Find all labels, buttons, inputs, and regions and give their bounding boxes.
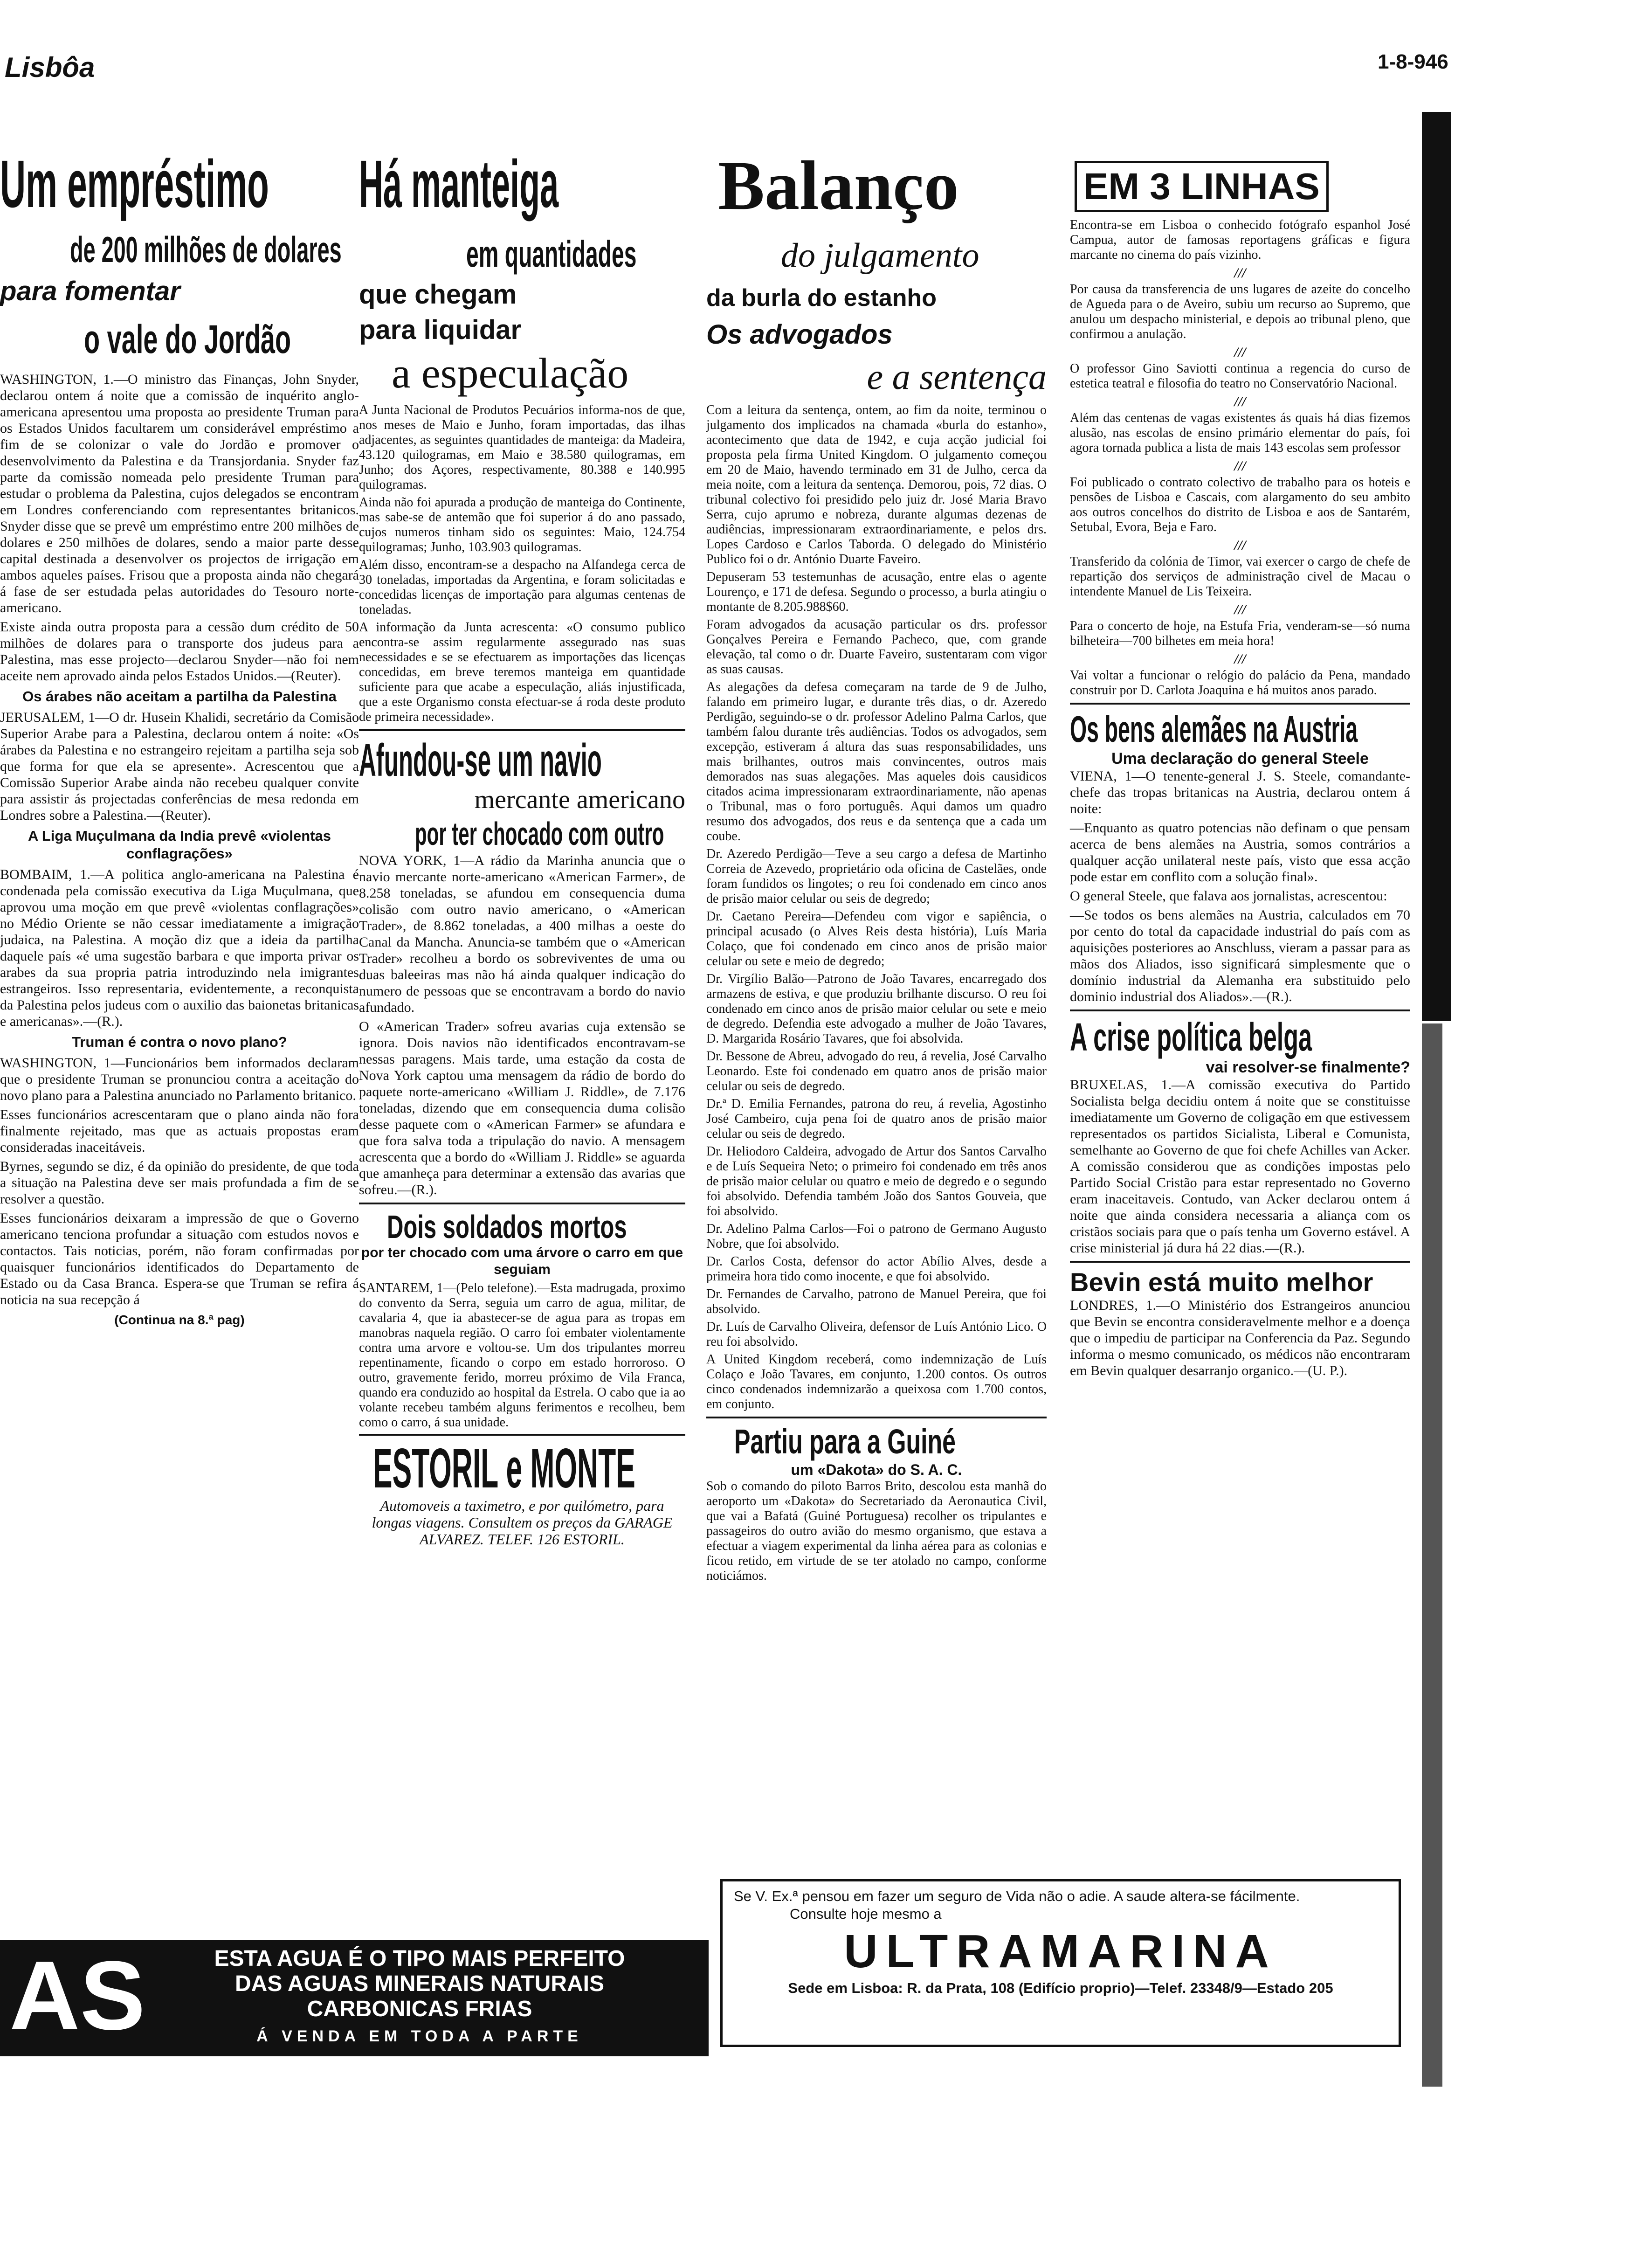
col2-soldiers-headline: Dois soldados mortos bbox=[387, 1209, 627, 1245]
col2-divider-3 bbox=[359, 1434, 685, 1436]
col4-belgium-headline: A crise política belga bbox=[1070, 1015, 1312, 1059]
col2-deck1: em quantidades bbox=[466, 233, 637, 275]
col2-ship-deck1: mercante americano bbox=[474, 785, 685, 814]
ad-water-line1: ESTA AGUA É O TIPO MAIS PERFEITO bbox=[214, 1946, 625, 1971]
col1-headline: Um empréstimo bbox=[0, 146, 269, 221]
ad-water-line2: DAS AGUAS MINERAIS NATURAIS bbox=[234, 1971, 605, 1996]
col3-story11: Dr. Adelino Palma Carlos—Foi o patrono de Germano Augusto Nobre, que foi absolvido. bbox=[706, 1222, 1047, 1251]
col3-story10: Dr. Heliodoro Caldeira, advogado de Artur dos Santos Carvalho e de Luís Sequeira Neto; o primeiro foi condenado em três anos de prisão maior celular ou quatro e meio de degredo e o segundo foi absolvido. Defendia também João dos Santos Gouveia, que foi absolvido. bbox=[706, 1144, 1047, 1218]
ad-water-line3: CARBONICAS FRIAS bbox=[307, 1997, 532, 2021]
ad-water-letters: AS bbox=[9, 1941, 145, 2050]
col3-guine-story: Sob o comando do piloto Barros Brito, descolou esta manhã do aeroporto um «Dakota» do Secretariado da Aeronautica Civil, que vai a Bafatá (Guiné Portuguesa) recolher os tripulantes e passageiros do outro avião do mesmo organismo, que estava a efectuar a viagem experimental da linha aérea para as colonias e ficou retido, em virtude de se ter atolado no campo, conforme noticiámos. bbox=[706, 1479, 1047, 1583]
col1-story2: Existe ainda outra proposta para a cessão dum crédito de 50 milhões de dolares para o transporte dos judeus para a Palestina, mas esse projecto—declarou Snyder—não foi nem aceite nem aprovado ainda pelos Estados Unidos.—(Reuter). bbox=[0, 619, 359, 684]
col1-deck3: o vale do Jordão bbox=[84, 317, 291, 362]
col3-divider bbox=[706, 1417, 1047, 1418]
brief-item: Para o concerto de hoje, na Estufa Fria, venderam-se—só numa bilheteira—700 bilhetes em meia hora! bbox=[1070, 619, 1410, 648]
col3-deck4: e a sentença bbox=[867, 356, 1047, 397]
col4-article bbox=[1070, 161, 1410, 1382]
col1-story8: Esses funcionários deixaram a impressão de que o Governo americano tenciona profundar a situação com estudos novos e contactos. Tais noticias, porém, não foram confirmadas por quaisquer funcionários identificados do Departamento de Estado ou da Casa Branca. Espera-se que Truman se refira á noticia na sua recepção á bbox=[0, 1210, 359, 1307]
col2-ship-headline: Afundou-se um navio bbox=[359, 734, 602, 786]
col2-deck4: a especulação bbox=[392, 349, 629, 397]
col3-story5: Dr. Azeredo Perdigão—Teve a seu cargo a defesa de Martinho Correia de Azevedo, proprietário oda oficina de Castelães, onde foram fundidos os lingotes; o reu foi condenado em cinco anos de prisão maior celular ou seis de degredo; bbox=[706, 847, 1047, 906]
col2-deck3: para liquidar bbox=[359, 315, 522, 345]
col1-story5: WASHINGTON, 1—Funcionários bem informados declaram que o presidente Truman se pronunciou contra a aceitação do novo plano para a Palestina anunciado no Parlamento britanico. bbox=[0, 1055, 359, 1103]
ad-ultramarina-line1: Se V. Ex.ª pensou em fazer um seguro de Vida não o adie. A saude altera-se fácilmente. bbox=[734, 1888, 1300, 1904]
col2-divider-2 bbox=[359, 1203, 685, 1204]
col1-deck1: de 200 milhões de dolares bbox=[70, 229, 342, 270]
col1-story: WASHINGTON, 1.—O ministro das Finanças, John Snyder, declarou ontem á noite que a comissão de inquérito anglo-americana apresentou uma proposta ao presidente Truman para os Estados Unidos facultarem um considerável empréstimo a fim de se colonizar o vale do Jordão e promover o desenvolvimento da Palestina e da Transjordania. Snyder faz parte da comissão nomeada pelo presidente Truman para estudar o problema da Palestina, cujos delegados se encontram em Londres conferenciando com representantes britanicos. Snyder disse que se prevê um empréstimo entre 200 milhões de dolares e 250 milhões de dolares, sendo a maior parte desse capital destinada a desenvolver os projectos de irrigação em ambos aqueles países. Frisou que a proposta ainda não chegará á fase de ser estudada pelas autoridades do Tesouro norte-americano. bbox=[0, 372, 359, 615]
col2-headline: Há manteiga bbox=[359, 146, 559, 221]
col2-story2: Ainda não foi apurada a produção de manteiga do Continente, mas sabe-se de antemão que foi superior á do ano passado, cujos numeros tinham sido os seguintes: Maio, 124.754 quilogramas; Junho, 103.903 quilogramas. bbox=[359, 495, 685, 554]
col4-bevin-headline: Bevin está muito melhor bbox=[1070, 1267, 1373, 1297]
col3-story: Com a leitura da sentença, ontem, ao fim da noite, terminou o julgamento dos implicados na chamada «burla do estanho», acontecimento que data de 1942, e cuja acção judicial foi proposta pela firma United Kingdom. O julgamento começou em 20 de Maio, havendo terminado em 31 de Julho, cerca da meia noite, com a leitura da sentença. Demorou, pois, 72 dias. O tribunal colectivo foi presidido pelo juiz dr. José Maria Bravo Serra, cujo aprumo e nobreza, durante algumas dezenas de audiências, impressionaram extraordinariamente, e pelos drs. Lopes Cardoso e Carlos Taborda. O delegado do Ministério Publico foi o dr. António Duarte Faveiro. bbox=[706, 403, 1047, 567]
col4-germany-headline: Os bens alemães na Austria bbox=[1070, 708, 1358, 750]
brief-separator: /// bbox=[1234, 458, 1246, 474]
ad-ultramarina bbox=[720, 1879, 1401, 2047]
col4-bevin-story: LONDRES, 1.—O Ministério dos Estrangeiros anunciou que Bevin se encontra consideravelmente melhor e a doença que o impediu de participar na Conferencia da Paz. Segundo informa o mesmo comunicado, os médicos não encontraram em Bevin qualquer desarranjo organico.—(U. P.). bbox=[1070, 1298, 1410, 1378]
col3-story14: Dr. Luís de Carvalho Oliveira, defensor de Luís António Lico. O reu foi absolvido. bbox=[706, 1320, 1047, 1349]
brief-item: Além das centenas de vagas existentes ás quais há dias fizemos alusão, nas escolas de ensino primário elementar do país, foi agora tornada publica a lista de mais 143 escolas sem professor bbox=[1070, 411, 1410, 455]
briefs-title: EM 3 LINHAS bbox=[1083, 166, 1320, 207]
col3-story9: Dr.ª D. Emilia Fernandes, patrona do reu, á revelia, Agostinho José Cambeiro, cuja pena foi de quatro anos de prisão maior celular ou seis de degredo. bbox=[706, 1097, 1047, 1141]
ad-mineral-water bbox=[0, 1940, 709, 2056]
ad-water-line4: Á VENDA EM TODA A PARTE bbox=[256, 2027, 583, 2045]
col4-germany-story: VIENA, 1—O tenente-general J. S. Steele, comandante-chefe das tropas britanicas na Austria, declarou ontem á noite: bbox=[1070, 768, 1410, 816]
brief-item: Por causa da transferencia de uns lugares de azeite do concelho de Agueda para o de Aveiro, subiu um recurso ao Supremo, que anulou um despacho ministerial, e depois ao tribunal pleno, que confirmou a anulação. bbox=[1070, 282, 1410, 341]
col4-divider-3 bbox=[1070, 1261, 1410, 1263]
col1-story6: Esses funcionários acrescentaram que o plano ainda não fora finalmente rejeitado, mas que as actuais propostas eram consideradas inaceitáveis. bbox=[0, 1107, 359, 1155]
brief-separator: /// bbox=[1234, 265, 1246, 281]
brief-separator: /// bbox=[1234, 651, 1246, 667]
brief-item: Vai voltar a funcionar o relógio do palácio da Pena, mandado construir por D. Carlota Joaquina e há muitos anos parado. bbox=[1070, 668, 1410, 698]
col2-ship-deck2: por ter chocado com outro bbox=[415, 816, 664, 852]
col3-story12: Dr. Carlos Costa, defensor do actor Abílio Alves, desde a primeira hora tido como inocente, e que foi absolvido. bbox=[706, 1254, 1047, 1284]
col3-story8: Dr. Bessone de Abreu, advogado do reu, á revelia, José Carvalho Leonardo. Este foi condenado em quatro anos de prisão maior celular ou seis de degredo. bbox=[706, 1049, 1047, 1093]
brief-item: Foi publicado o contrato colectivo de trabalho para os hoteis e pensões de Lisboa e Cascais, com alargamento do seu ambito aos outros concelhos do distrito de Lisboa e aos de Santarém, Setubal, Evora, Beja e Faro. bbox=[1070, 475, 1410, 534]
col4-germany-story3: O general Steele, que falava aos jornalistas, acrescentou: bbox=[1070, 888, 1387, 904]
col2-soldiers-story: SANTAREM, 1—(Pelo telefone).—Esta madrugada, proximo do convento da Serra, seguia um carro de agua, militar, de cavalaria 4, que ia abastecer-se de agua para as tropas em manobras naquela região. O carro foi embater violentamente contra uma arvore e voltou-se. Um dos tripulantes morreu repentinamente, ficando o corpo em estado horroroso. O outro, gravemente ferido, morreu próximo de Vila Franca, quando era conduzido ao hospital da Estrela. O cabo que ia ao volante recebeu também alguns ferimentos e recolheu, bem como o carro, á sua unidade. bbox=[359, 1281, 685, 1430]
col2-story4: A informação da Junta acrescenta: «O consumo publico encontra-se assim regularmente assegurado nas suas necessidades e se se efectuarem as importações das licenças concedidas, em breve teremos manteiga em quantidade suficiente para que acabe a especulação, aliás injustificada, que a este Organismo consta efectuar-se á roda deste produto de primeira necessidade». bbox=[359, 620, 685, 724]
brief-separator: /// bbox=[1234, 538, 1246, 553]
col2-ship-story2: O «American Trader» sofreu avarias cuja extensão se ignora. Dois navios não identificados encontravam-se nessas paragens. Mais tarde, uma estação da costa de Nova York captou uma mensagem da rádio de bordo do paquete norte-americano «William J. Riddle», de 7.176 toneladas, dizendo que em consequencia duma colisão desse paquete com o «American Farmer» se afundara e que fora salva toda a tripulação do navio. A mensagem acrescenta que a bordo do «William J. Riddle» se aguarda que amanheça para determinar a extensão das avarias que sofreu.—(R.). bbox=[359, 1019, 685, 1197]
brief-separator: /// bbox=[1234, 345, 1246, 360]
issue-date: 1-8-946 bbox=[1378, 50, 1448, 73]
page-edge-bar bbox=[1422, 112, 1451, 1021]
col4-divider bbox=[1070, 703, 1410, 705]
brief-item: Transferido da colónia de Timor, vai exercer o cargo de chefe de repartição dos serviços de administração civel de Macau o intendente Manuel de Lis Teixeira. bbox=[1070, 554, 1410, 599]
col4-divider-2 bbox=[1070, 1010, 1410, 1011]
col1-sub2: A Liga Muçulmana da India prevê «violentas conflagrações» bbox=[28, 828, 331, 862]
col1-sub1: Os árabes não aceitam a partilha da Palestina bbox=[22, 688, 337, 705]
col1-story7: Byrnes, segundo se diz, é da opinião do presidente, de que toda a situação na Palestina deve ser mais profundada a fim de se resolver a questão. bbox=[0, 1159, 359, 1207]
col2-article bbox=[359, 146, 685, 1548]
col3-deck3: Os advogados bbox=[706, 319, 893, 350]
col3-story15: A United Kingdom receberá, como indemnização de Luís Colaço e João Tavares, em conjunto, 1.200 contos. Os outros cinco condenados indemnizarão a queixosa com 1.700 contos, em conjunto. bbox=[706, 1352, 1047, 1411]
col3-story3: Foram advogados da acusação particular os drs. professor Gonçalves Pereira e Fernando Pacheco, que, com grande elevação, tal como o dr. Duarte Faveiro, sustentaram com vigor as suas causas. bbox=[706, 617, 1047, 677]
col4-germany-story2: —Enquanto as quatro potencias não definam o que pensam acerca de bens alemães na Austria, somos contrários a qualquer acção unilateral neste país, visto que essa acção pode estar em conflito com a solução final». bbox=[1070, 820, 1410, 885]
ad-ultramarina-brand: ULTRAMARINA bbox=[844, 1925, 1277, 1978]
col3-story4: As alegações da defesa começaram na tarde de 9 de Julho, falando em primeiro lugar, e durante três dias, o dr. Azeredo Perdigão, seguindo-se o dr. professor Adelino Palma Carlos, que também falou durante três audiências. Todos os advogados, sem excepção, estiveram á altura das suas responsabilidades, uns mais brilhantes, outros mais convincentes, outros mais demorados nas suas alegações. Mas aqueles dois causidicos citados acima impressionaram extraordinariamente, não apenas o Tribunal, mas o foro português. Aqui damos um quadro resumo dos advogados, dos reus e da sentença que a cada um coube. bbox=[706, 680, 1047, 844]
col2-deck2: que chegam bbox=[359, 279, 517, 310]
col3-story6: Dr. Caetano Pereira—Defendeu com vigor e sapiência, o principal acusado (o Alves Reis desta história), Luís Maria Colaço, que foi condenado em cinco anos de prisão maior celular ou sete e meio de degredo; bbox=[706, 909, 1047, 968]
col1-article bbox=[0, 146, 359, 1328]
col3-guine-deck: um «Dakota» do S. A. C. bbox=[791, 1461, 962, 1478]
col3-story2: Depuseram 53 testemunhas de acusação, entre elas o agente Lourenço, e 171 de defesa. Segundo o processo, a burla atingiu o montante de 8.205.988$60. bbox=[706, 570, 1047, 614]
ad-water-copy bbox=[140, 1946, 699, 2048]
col3-deck1: do julgamento bbox=[781, 236, 979, 275]
col2-soldiers-deck: por ter chocado com uma árvore o carro em que seguiam bbox=[361, 1245, 683, 1277]
ad-ultramarina-line2: Consulte hoje mesmo a bbox=[790, 1906, 942, 1922]
col3-headline: Balanço bbox=[718, 147, 959, 224]
col3-story7: Dr. Virgílio Balão—Patrono de João Tavares, encarregado dos armazens de estiva, e que produziu brilhante discurso. O reu foi condenado em cinco anos de prisão maior celular ou sete e meio de degredo. Defendia este advogado a mulher de João Tavares, D. Margarida Rosário Tavares, que foi absolvida. bbox=[706, 972, 1047, 1046]
col1-story3: JERUSALEM, 1—O dr. Husein Khalidi, secretário da Comisão Superior Arabe para a Palestina, declarou ontem á noite: «Os árabes da Palestina e no estrangeiro rejeitam a partilha seja sob que forma for que ela se apresente». Acrescentou que a Comissão Superior Arabe ainda não recebeu qualquer convite para assistir ás projectadas conferências de mesa redonda em Londres sobre a Palestina.—(Reuter). bbox=[0, 710, 359, 823]
col1-sub3: Truman é contra o novo plano? bbox=[72, 1034, 287, 1050]
col2-ad-text: Automoveis a taximetro, e por quilómetro, para longas viagens. Consultem os preços da GARAGE ALVAREZ. TELEF. 126 ESTORIL. bbox=[372, 1497, 673, 1548]
col1-story4: BOMBAIM, 1.—A politica anglo-americana na Palestina é condenada pela comissão executiva da Liga Muçulmana, que aprovou uma moção em que prevê «violentas conflagrações» no Médio Oriente se não cessar imediatamente a imigração judaica, na Palestina. A moção diz que a ideia da partilha daquele país «é uma sugestão barbara e que importa privar os arabes da sua propria patria introduzindo nela imigrantes estrangeiros. Isso representaria, evidentemente, a reconquista da Palestina pelos judeus com o auxilio das baionetas britanicas e americanas».—(R.). bbox=[0, 867, 359, 1029]
col2-divider bbox=[359, 729, 685, 731]
col1-deck2: para fomentar bbox=[0, 276, 180, 306]
page-edge-bar-lower bbox=[1422, 1023, 1442, 2087]
col2-story: A Junta Nacional de Produtos Pecuários informa-nos de que, nos meses de Maio e Junho, foram importadas, das ilhas adjacentes, as seguintes quantidades de manteiga: da Madeira, 43.120 quilogramas, em Maio e 38.580 quilogramas, em Junho; dos Açores, respectivamente, 80.388 e 140.995 quilogramas. bbox=[359, 403, 685, 492]
brief-separator: /// bbox=[1234, 394, 1246, 409]
col3-deck2: da burla do estanho bbox=[706, 284, 937, 311]
brief-item: Encontra-se em Lisboa o conhecido fotógrafo espanhol José Campua, autor de famosas reportagens gráficas e figura marcante no cinema do país vizinho. bbox=[1070, 218, 1410, 262]
col2-story3: Além disso, encontram-se a despacho na Alfandega cerca de 30 toneladas, importadas da Argentina, e foram solicitadas e concedidas licenças de importação para algumas centenas de toneladas. bbox=[359, 558, 685, 617]
col3-article bbox=[706, 149, 1047, 1586]
col2-ad-title: ESTORIL e MONTE bbox=[373, 1437, 635, 1500]
col4-belgium-deck: vai resolver-se finalmente? bbox=[1206, 1058, 1410, 1076]
section-name: Lisbôa bbox=[5, 52, 95, 83]
col3-story13: Dr. Fernandes de Carvalho, patrono de Manuel Pereira, que foi absolvido. bbox=[706, 1287, 1047, 1316]
col4-germany-deck: Uma declaração do general Steele bbox=[1111, 750, 1369, 768]
col3-guine-headline: Partiu para a Guiné bbox=[734, 1422, 956, 1461]
brief-separator: /// bbox=[1234, 602, 1246, 617]
col4-germany-story4: —Se todos os bens alemães na Austria, calculados em 70 por cento do total da capacidade industrial do país com as aquisições posteriores ao Anschluss, vieram a passar para as mãos dos Aliados, isso significará simplesmente que o domínio industrial da Alemanha era substituido pelo dominio industrial dos Aliados».—(R.). bbox=[1070, 907, 1410, 1004]
col4-belgium-story: BRUXELAS, 1.—A comissão executiva do Partido Socialista belga decidiu ontem á noite que se constituisse imediatamente um Governo de coligação em que estivessem representados os partidos Sicialista, Liberal e Comunista, semelhante ao Governo de que foi chefe Achilles van Acker. A comissão considerou que as condições impostas pelo Partido Social Cristão para estar representado no Governo eram inaceitaveis. Contudo, van Acker declarou ontem á noite que ainda considera necessaria a aliança com os cristãos sociais para que o país tenha um Governo estável. A crise ministerial já dura há 22 dias.—(R.). bbox=[1070, 1077, 1410, 1256]
briefs-box bbox=[1075, 161, 1329, 212]
col1-continued: (Continua na 8.ª pag) bbox=[114, 1313, 245, 1327]
ad-ultramarina-address: Sede em Lisboa: R. da Prata, 108 (Edifício proprio)—Telef. 23348/9—Estado 205 bbox=[788, 1980, 1333, 1996]
col2-ship-story: NOVA YORK, 1—A rádio da Marinha anuncia que o navio mercante norte-americano «American Farmer», de 8.258 toneladas, se afundou em consequencia duma colisão com outro navio americano, o «American Trader», de 8.862 toneladas, a 400 milhas a oeste do Canal da Mancha. Anuncia-se também que o «American Trader» recolheu a bordo os sobreviventes de uma ou duas baleeiras mas não há ainda qualquer indicação do numero de pessoas que se encontravam a bordo do navio afundado. bbox=[359, 853, 685, 1015]
brief-item: O professor Gino Saviotti continua a regencia do curso de estetica teatral e filosofia do teatro no Conservatório Nacional. bbox=[1070, 361, 1410, 391]
